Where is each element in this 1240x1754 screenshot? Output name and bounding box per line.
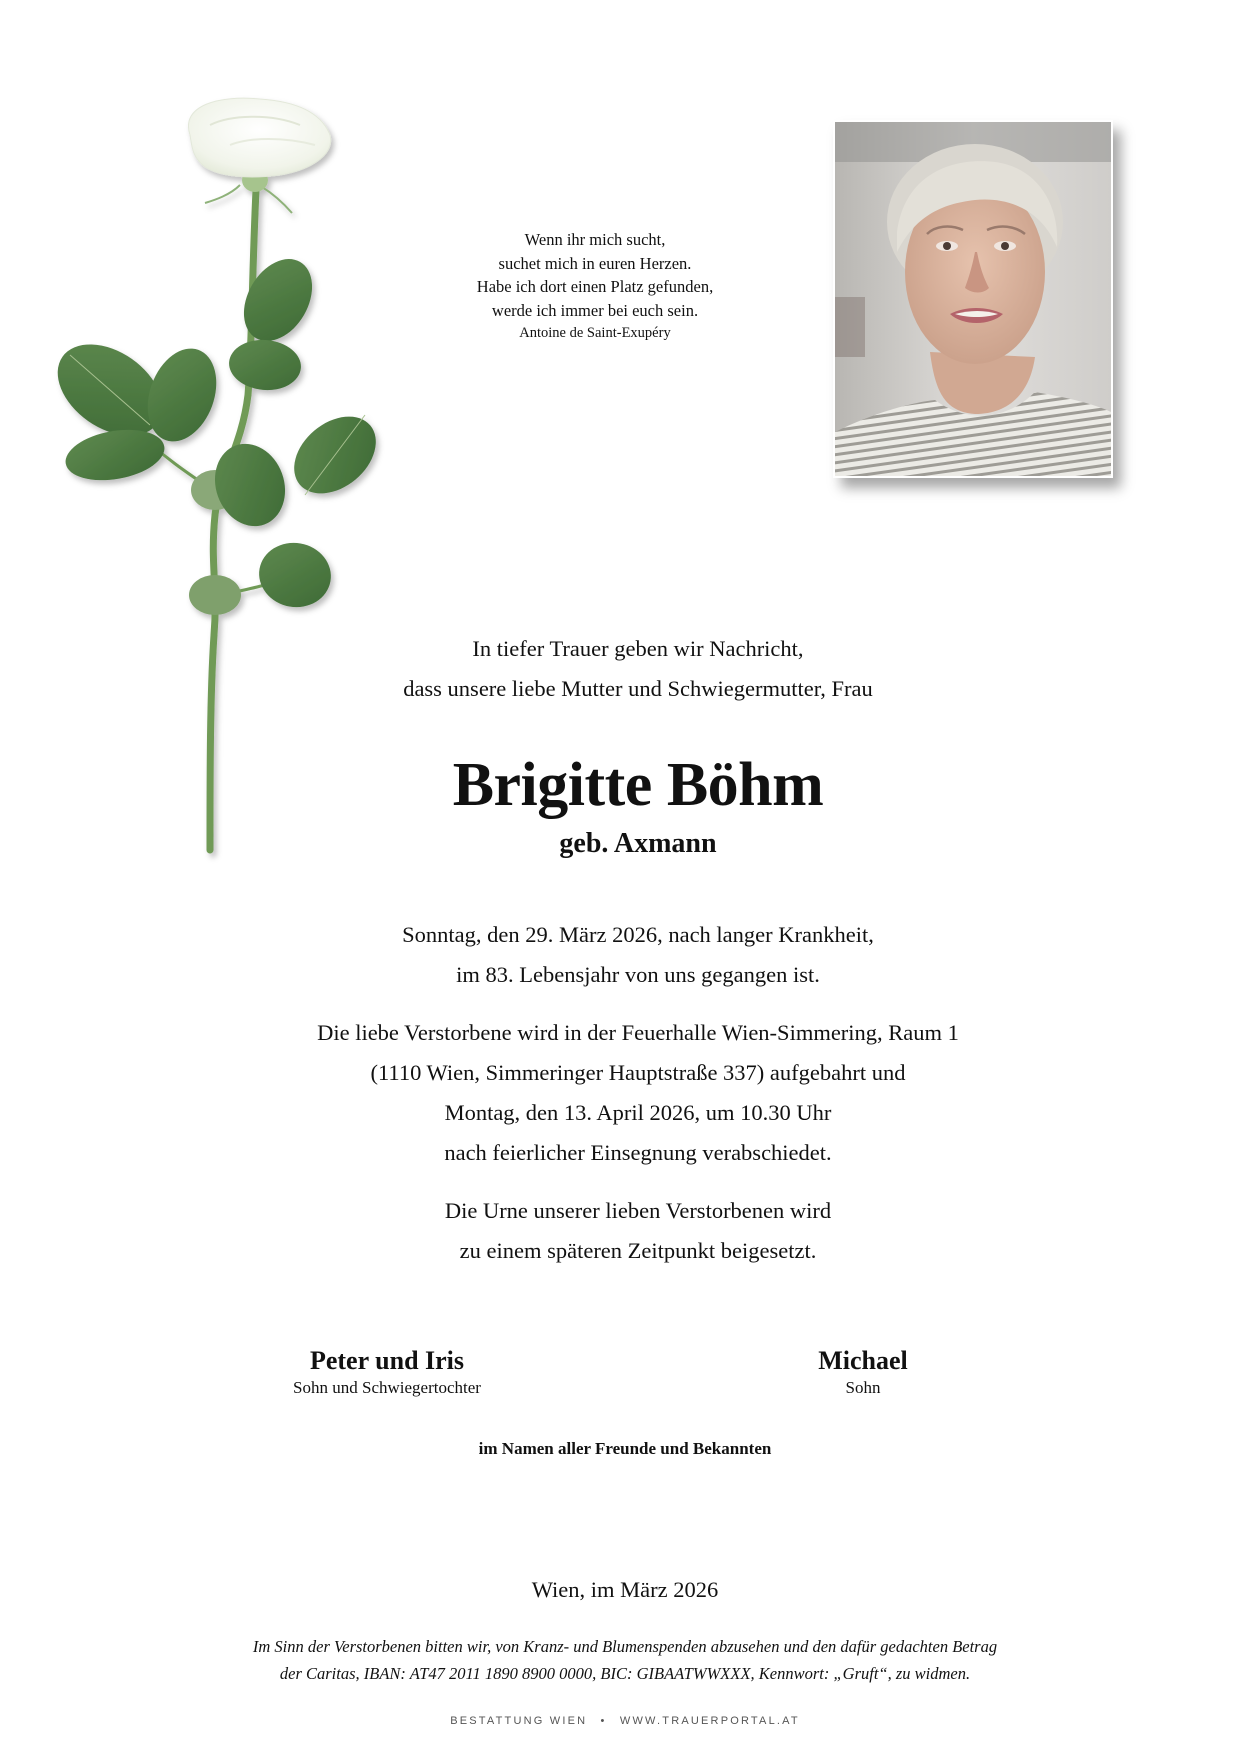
deceased-name: Brigitte Böhm [452, 751, 824, 819]
death-line-1: Sonntag, den 29. März 2026, nach langer Krankheit, [402, 922, 874, 947]
urn-line: zu einem späteren Zeitpunkt beigesetzt. [459, 1238, 817, 1263]
quote-line: suchet mich in euren Herzen. [498, 253, 692, 273]
intro-line-2: dass unsere liebe Mutter und Schwiegermutter, Frau [403, 676, 873, 701]
mourner-group [237, 1346, 537, 1398]
on-behalf-text: im Namen aller Freunde und Bekannten [478, 1439, 772, 1458]
ceremony-line: Montag, den 13. April 2026, um 10.30 Uhr [444, 1100, 832, 1125]
place-date: Wien, im März 2026 [531, 1577, 719, 1602]
footer-brand: BESTATTUNG WIEN [450, 1715, 588, 1727]
quote-line: Wenn ihr mich sucht, [524, 230, 666, 249]
urn-line: Die Urne unserer lieben Verstorbenen wird [444, 1198, 832, 1223]
ceremony-line: nach feierlicher Einsegnung verabschiedet. [444, 1140, 832, 1165]
quote-author: Antoine de Saint-Exupéry [519, 325, 671, 341]
mourner-name: Peter und Iris [309, 1346, 465, 1375]
maiden-name: geb. Axmann [559, 828, 717, 859]
memorial-quote [395, 228, 795, 346]
donation-note-line-1: Im Sinn der Verstorbenen bitten wir, von Kranz- und Blumenspenden abzusehen und den dafür gedachten Betrag [252, 1637, 998, 1656]
death-line-2: im 83. Lebensjahr von uns gegangen ist. [456, 962, 820, 987]
footer-website-link[interactable]: WWW.TRAUERPORTAL.AT [619, 1715, 800, 1727]
footer [5, 1715, 1240, 1727]
donation-note-line-2: der Caritas, IBAN: AT47 2011 1890 8900 0000, BIC: GIBAATWWXXX, Kennwort: „Gruft“, zu widmen. [279, 1664, 971, 1683]
footer-separator: • [600, 1715, 607, 1727]
intro-line-1: In tiefer Trauer geben wir Nachricht, [472, 636, 804, 661]
ceremony-line: Die liebe Verstorbene wird in der Feuerhalle Wien-Simmering, Raum 1 [317, 1020, 959, 1045]
portrait-photo-icon [835, 122, 1111, 476]
ceremony-line: (1110 Wien, Simmeringer Hauptstraße 337) aufgebahrt und [370, 1060, 906, 1085]
portrait-photo-frame [833, 120, 1113, 478]
mourner-group [713, 1346, 1013, 1398]
mourner-relation: Sohn und Schwiegertochter [293, 1378, 481, 1397]
portrait-photo [835, 122, 1111, 476]
quote-line: werde ich immer bei euch sein. [491, 300, 699, 320]
quote-line: Habe ich dort einen Platz gefunden, [476, 277, 714, 296]
mourner-name: Michael [818, 1346, 908, 1375]
mourner-relation: Sohn [845, 1378, 881, 1397]
